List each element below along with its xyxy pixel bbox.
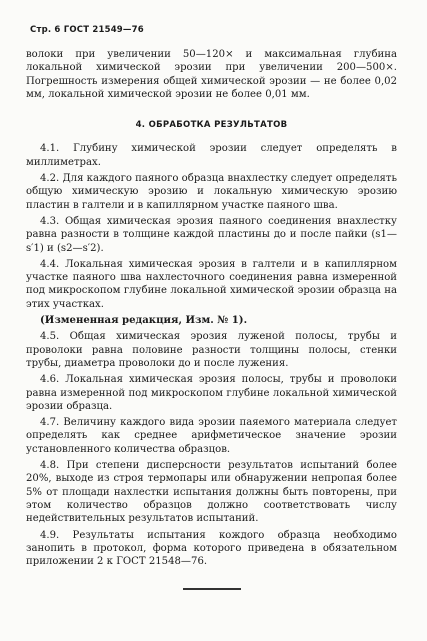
intro-paragraph: волоки при увеличении 50—120× и максимальная глубина локальной химической эрозии при увеличении 200—500×. Погрешность измерения общей химической эрозии — не более 0,02 мм, локальной химической эрозии не более 0,01 мм.	[26, 49, 397, 100]
paragraph-4-6: 4.6. Локальная химическая эрозия полосы, трубы и проволоки равна измеренной под микроскопом глубине локальной химической эрозии образца.	[26, 374, 397, 412]
paragraph-4-7: 4.7. Величину каждого вида эрозии паяемого материала следует определять как среднее арифметическое значение эрозии установленного количества образцов.	[26, 417, 397, 455]
end-divider	[183, 588, 241, 590]
paragraph-4-8: 4.8. При степени дисперсности результатов испытаний более 20%, выходе из строя термопары или обнаружении непропая более 5% от площади нахлестки испытания должны быть повторены, при этом количество образцов должно соответствовать числу недействительных результатов испытаний.	[26, 460, 397, 525]
paragraph-4-2: 4.2. Для каждого паяного образца внахлестку следует определять общую химическую эрозию и локальную химическую эрозию пластин в галтели и в капиллярном участке паяного шва.	[26, 173, 397, 211]
document-body	[26, 48, 397, 590]
revision-note: (Измененная редакция, Изм. № 1).	[40, 315, 248, 327]
page-header: Стр. 6 ГОСТ 21549—76	[30, 25, 144, 35]
paragraph-4-4: 4.4. Локальная химическая эрозия в галтели и в капиллярном участке паяного шва нахлесточного соединения равна измеренной под микроскопом глубине локальной химической эрозии образца на этих участках.	[26, 258, 397, 310]
paragraph-4-5: 4.5. Общая химическая эрозия луженой полосы, трубы и проволоки равна половине разности толщины полосы, стенки трубы, диаметра проволоки до и после лужения.	[26, 331, 397, 369]
section-title: 4. ОБРАБОТКА РЕЗУЛЬТАТОВ	[135, 120, 288, 131]
paragraph-4-3: 4.3. Общая химическая эрозия паяного соединения внахлестку равна разности в толщине каждой пластины до и после пайки (s1—s′1) и (s2—s′2).	[26, 215, 397, 254]
paragraph-4-9: 4.9. Результаты испытания кождого образца необходимо занопить в протокол, форма которого приведена в обязательном приложении 2 к ГОСТ 21548—76.	[26, 529, 397, 568]
paragraph-4-1: 4.1. Глубину химической эрозии следует определять в миллиметрах.	[26, 143, 397, 168]
